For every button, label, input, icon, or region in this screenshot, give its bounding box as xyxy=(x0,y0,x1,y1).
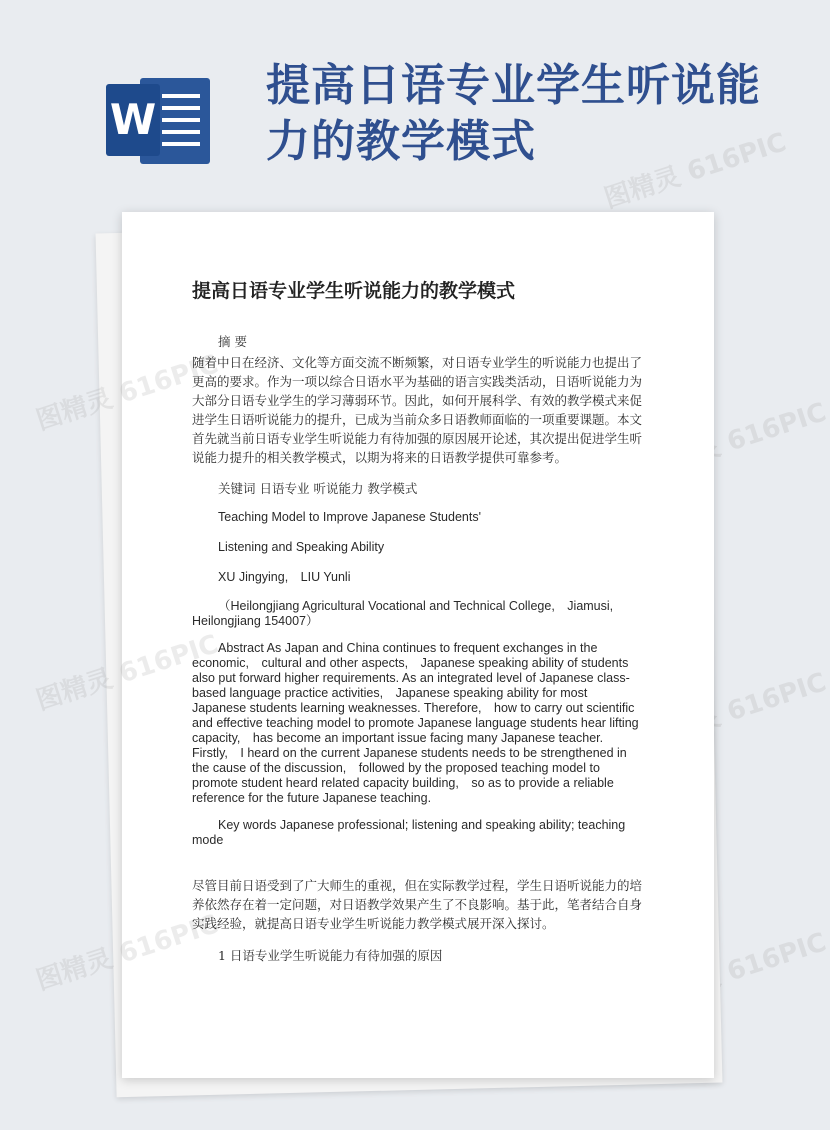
word-icon-line xyxy=(162,130,200,134)
banner xyxy=(0,0,800,200)
abstract-en: Abstract As Japan and China continues to frequent exchanges in the economic, cultural and other aspects, Japanese speaking ability of students also put forward higher requirements. As an integrated level of Japanese class-based language practice activities, Japanese speaking ability for most Japanese students learning weaknesses. Therefore, how to carry out scientific and effective teaching model to promote Japanese language students hear lifting capacity, has become an important issue facing many Japanese teacher. Firstly, I heard on the current Japanese students needs to be strengthened in the cause of the discussion, followed by the proposed teaching model to promote student heard related capacity building, so as to provide a reliable reference for the future Japanese teaching. xyxy=(192,641,639,805)
document-content xyxy=(192,278,642,965)
english-title-line-2: Listening and Speaking Ability xyxy=(218,540,385,554)
document-title: 提高日语专业学生听说能力的教学模式 xyxy=(192,280,516,302)
word-icon-line xyxy=(162,94,200,98)
document-page xyxy=(32,212,714,1078)
word-icon-letter: W xyxy=(106,84,160,156)
keywords-en: Key words Japanese professional; listening and speaking ability; teaching mode xyxy=(192,818,626,847)
authors: XU Jingying, LIU Yunli xyxy=(218,570,351,584)
watermark: 图精灵 616PIC xyxy=(32,349,222,437)
word-icon-line xyxy=(162,118,200,122)
affiliation: （Heilongjiang Agricultural Vocational and Technical College, Jiamusi, Heilongjiang 154007） xyxy=(192,599,614,628)
word-icon-line xyxy=(162,142,200,146)
section-1-heading: 1 日语专业学生听说能力有待加强的原因 xyxy=(218,948,443,963)
keywords-zh: 关键词 日语专业 听说能力 教学模式 xyxy=(218,481,418,496)
word-icon-line xyxy=(162,106,200,110)
watermark: 图精灵 616PIC xyxy=(32,909,222,997)
watermark: 图精灵 616PIC xyxy=(640,927,830,1015)
watermark: 图精灵 616PIC xyxy=(32,629,222,717)
word-document-icon xyxy=(106,72,214,168)
english-title-line-1: Teaching Model to Improve Japanese Students' xyxy=(218,510,481,524)
abstract-label: 摘 要 xyxy=(218,334,247,349)
banner-title: 提高日语专业学生听说能力的教学模式 xyxy=(266,60,761,167)
watermark: 图精灵 616PIC xyxy=(640,397,830,485)
watermark: 图精灵 616PIC xyxy=(600,127,790,215)
watermark: 图精灵 616PIC xyxy=(640,667,830,755)
intro-paragraph: 尽管目前日语受到了广大师生的重视，但在实际教学过程，学生日语听说能力的培养依然存在着一定问题，对日语教学效果产生了不良影响。基于此，笔者结合自身实践经验，就提高日语专业学生听说能力教学模式展开深入探讨。 xyxy=(192,878,643,931)
abstract-zh: 随着中日在经济、文化等方面交流不断频繁，对日语专业学生的听说能力也提出了更高的要求。作为一项以综合日语水平为基础的语言实践类活动，日语听说能力为大部分日语专业学生的学习薄弱环节。因此，如何开展科学、有效的教学模式来促进学生日语听说能力的提升，已成为当前众多日语教师面临的一项重要课题。本文首先就当前日语专业学生听说能力有待加强的原因展开论述，其次提出促进学生听说能力提升的相关教学模式，以期为将来的日语教学提供可靠参考。 xyxy=(192,355,643,465)
